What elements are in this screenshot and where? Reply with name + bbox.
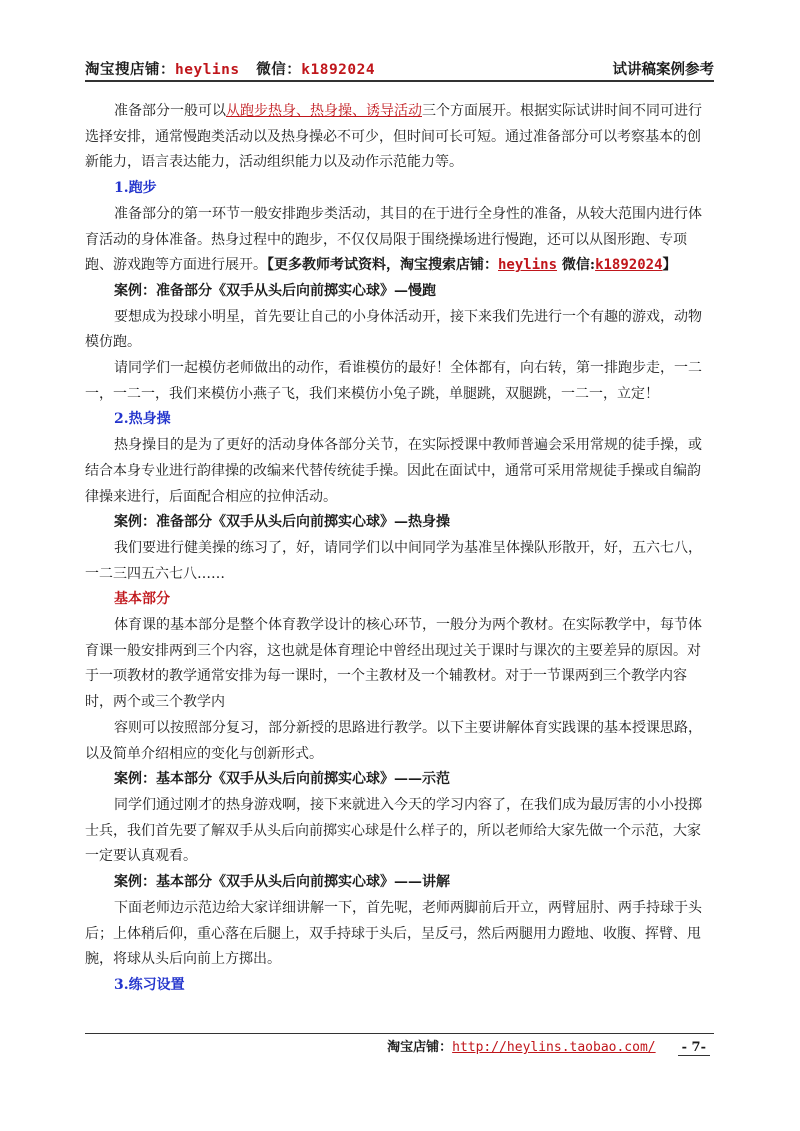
section-heading-running: 1.跑步 (114, 180, 157, 197)
promo-shop-name: heylins (498, 257, 558, 274)
intro-text-end: 三个方面展开。根据实际试讲时间不同可进行选择安排，通常慢跑类活动以及热身操必不可少，但时间可长可短。通过准备部分可以考察基本的创新能力，语言表达能力，活动组织能力以及动作示范能力等。 (85, 103, 702, 171)
header-wechat-id: k1892024 (301, 62, 376, 78)
section-heading-basic-part: 基本部分 (114, 591, 170, 608)
footer-label: 淘宝店铺： (387, 1040, 453, 1055)
promo-note-end: 】 (662, 257, 677, 274)
case-warmup-paragraph: 我们要进行健美操的练习了，好，请同学们以中间同学为基准呈体操队形散开，好，五六七八，一二三四五六七八…… (85, 539, 702, 582)
header-divider (85, 80, 714, 82)
case-jogging-paragraph-1: 要想成为投球小明星，首先要让自己的小身体活动开，接下来我们先进行一个有趣的游戏，动物模仿跑。 (85, 308, 702, 351)
case-title-jogging: 案例：准备部分《双手从头后向前掷实心球》—慢跑 (114, 282, 436, 299)
promo-wechat-label: 微信: (557, 257, 596, 274)
case-jogging-paragraph-2: 请同学们一起模仿老师做出的动作，看谁模仿的最好！全体都有，向右转，第一排跑步走，一二一，一二一，我们来模仿小燕子飞，我们来模仿小兔子跳，单腿跳，双腿跳，一二一，立定！ (85, 360, 702, 402)
warmup-exercise-paragraph: 热身操目的是为了更好的活动身体各部分关节，在实际授课中教师普遍会采用常规的徒手操，或结合本身专业进行韵律操的改编来代替传统徒手操。因此在面试中，通常可采用常规徒手操或自编韵律操来进行，后面配合相应的拉伸活动。 (85, 437, 702, 505)
promo-wechat-id: k1892024 (595, 257, 663, 274)
header-doc-title: 试讲稿案例参考 (612, 61, 714, 78)
intro-text-start: 准备部分一般可以 (114, 103, 226, 119)
case-explanation-paragraph: 下面老师边示范边给大家详细讲解一下，首先呢，老师两脚前后开立，两臂屈肘、两手持球于头后；上体稍后仰，重心落在后腿上，双手持球于头后，呈反弓，然后两腿用力蹬地、收腹、挥臂、甩腕，将球从头后向前上方掷出。 (85, 899, 702, 968)
page-number: - 7- (678, 1040, 710, 1056)
header-shop-label: 淘宝搜店铺： (85, 61, 175, 78)
page-body (85, 99, 714, 999)
page-footer (387, 1036, 710, 1056)
promo-note-start: 【更多教师考试资料，淘宝搜索店铺： (267, 257, 498, 274)
section-heading-warmup-exercise: 2.热身操 (114, 411, 171, 428)
header-shop-info (85, 58, 375, 79)
intro-paragraph (85, 99, 714, 176)
header-shop-name: heylins (175, 62, 240, 78)
section-heading-practice-setup: 3.练习设置 (114, 976, 185, 993)
basic-paragraph-1: 体育课的基本部分是整个体育教学设计的核心环节，一般分为两个教材。在实际教学中，每节体育课一般安排两到三个内容，这也就是体育理论中曾经出现过关于课时与课次的主要差异的原因。对于一项教材的教学通常安排为每一课时，一个主教材及一个辅教材。对于一节课两到三个教学内容时，两个或三个教学内 (85, 617, 702, 711)
running-paragraph (85, 202, 714, 279)
case-title-warmup-exercise: 案例：准备部分《双手从头后向前掷实心球》—热身操 (114, 514, 450, 531)
footer-shop-link[interactable]: http://heylins.taobao.com/ (452, 1040, 656, 1055)
basic-paragraph-2: 容则可以按照部分复习，部分新授的思路进行教学。以下主要讲解体育实践课的基本授课思路，以及简单介绍相应的变化与创新形式。 (85, 719, 702, 762)
header-wechat-label: 微信： (256, 61, 302, 78)
case-title-demonstration: 案例：基本部分《双手从头后向前掷实心球》——示范 (114, 771, 450, 788)
case-title-explanation: 案例：基本部分《双手从头后向前掷实心球》——讲解 (114, 874, 450, 891)
footer-divider (85, 1033, 714, 1034)
intro-highlight: 从跑步热身、热身操、诱导活动 (226, 103, 422, 119)
running-text: 准备部分的第一环节一般安排跑步类活动，其目的在于进行全身性的准备，从较大范围内进行体育活动的身体准备。热身过程中的跑步，不仅仅局限于围绕操场进行慢跑，还可以从图形跑、专项跑、游戏跑等方面进行展开。 (85, 205, 702, 274)
case-demonstration-paragraph: 同学们通过刚才的热身游戏啊，接下来就进入今天的学习内容了，在我们成为最厉害的小小投掷士兵，我们首先要了解双手从头后向前掷实心球是什么样子的，所以老师给大家先做一个示范，大家一定要认真观看。 (85, 796, 702, 865)
promo-note (267, 257, 677, 273)
